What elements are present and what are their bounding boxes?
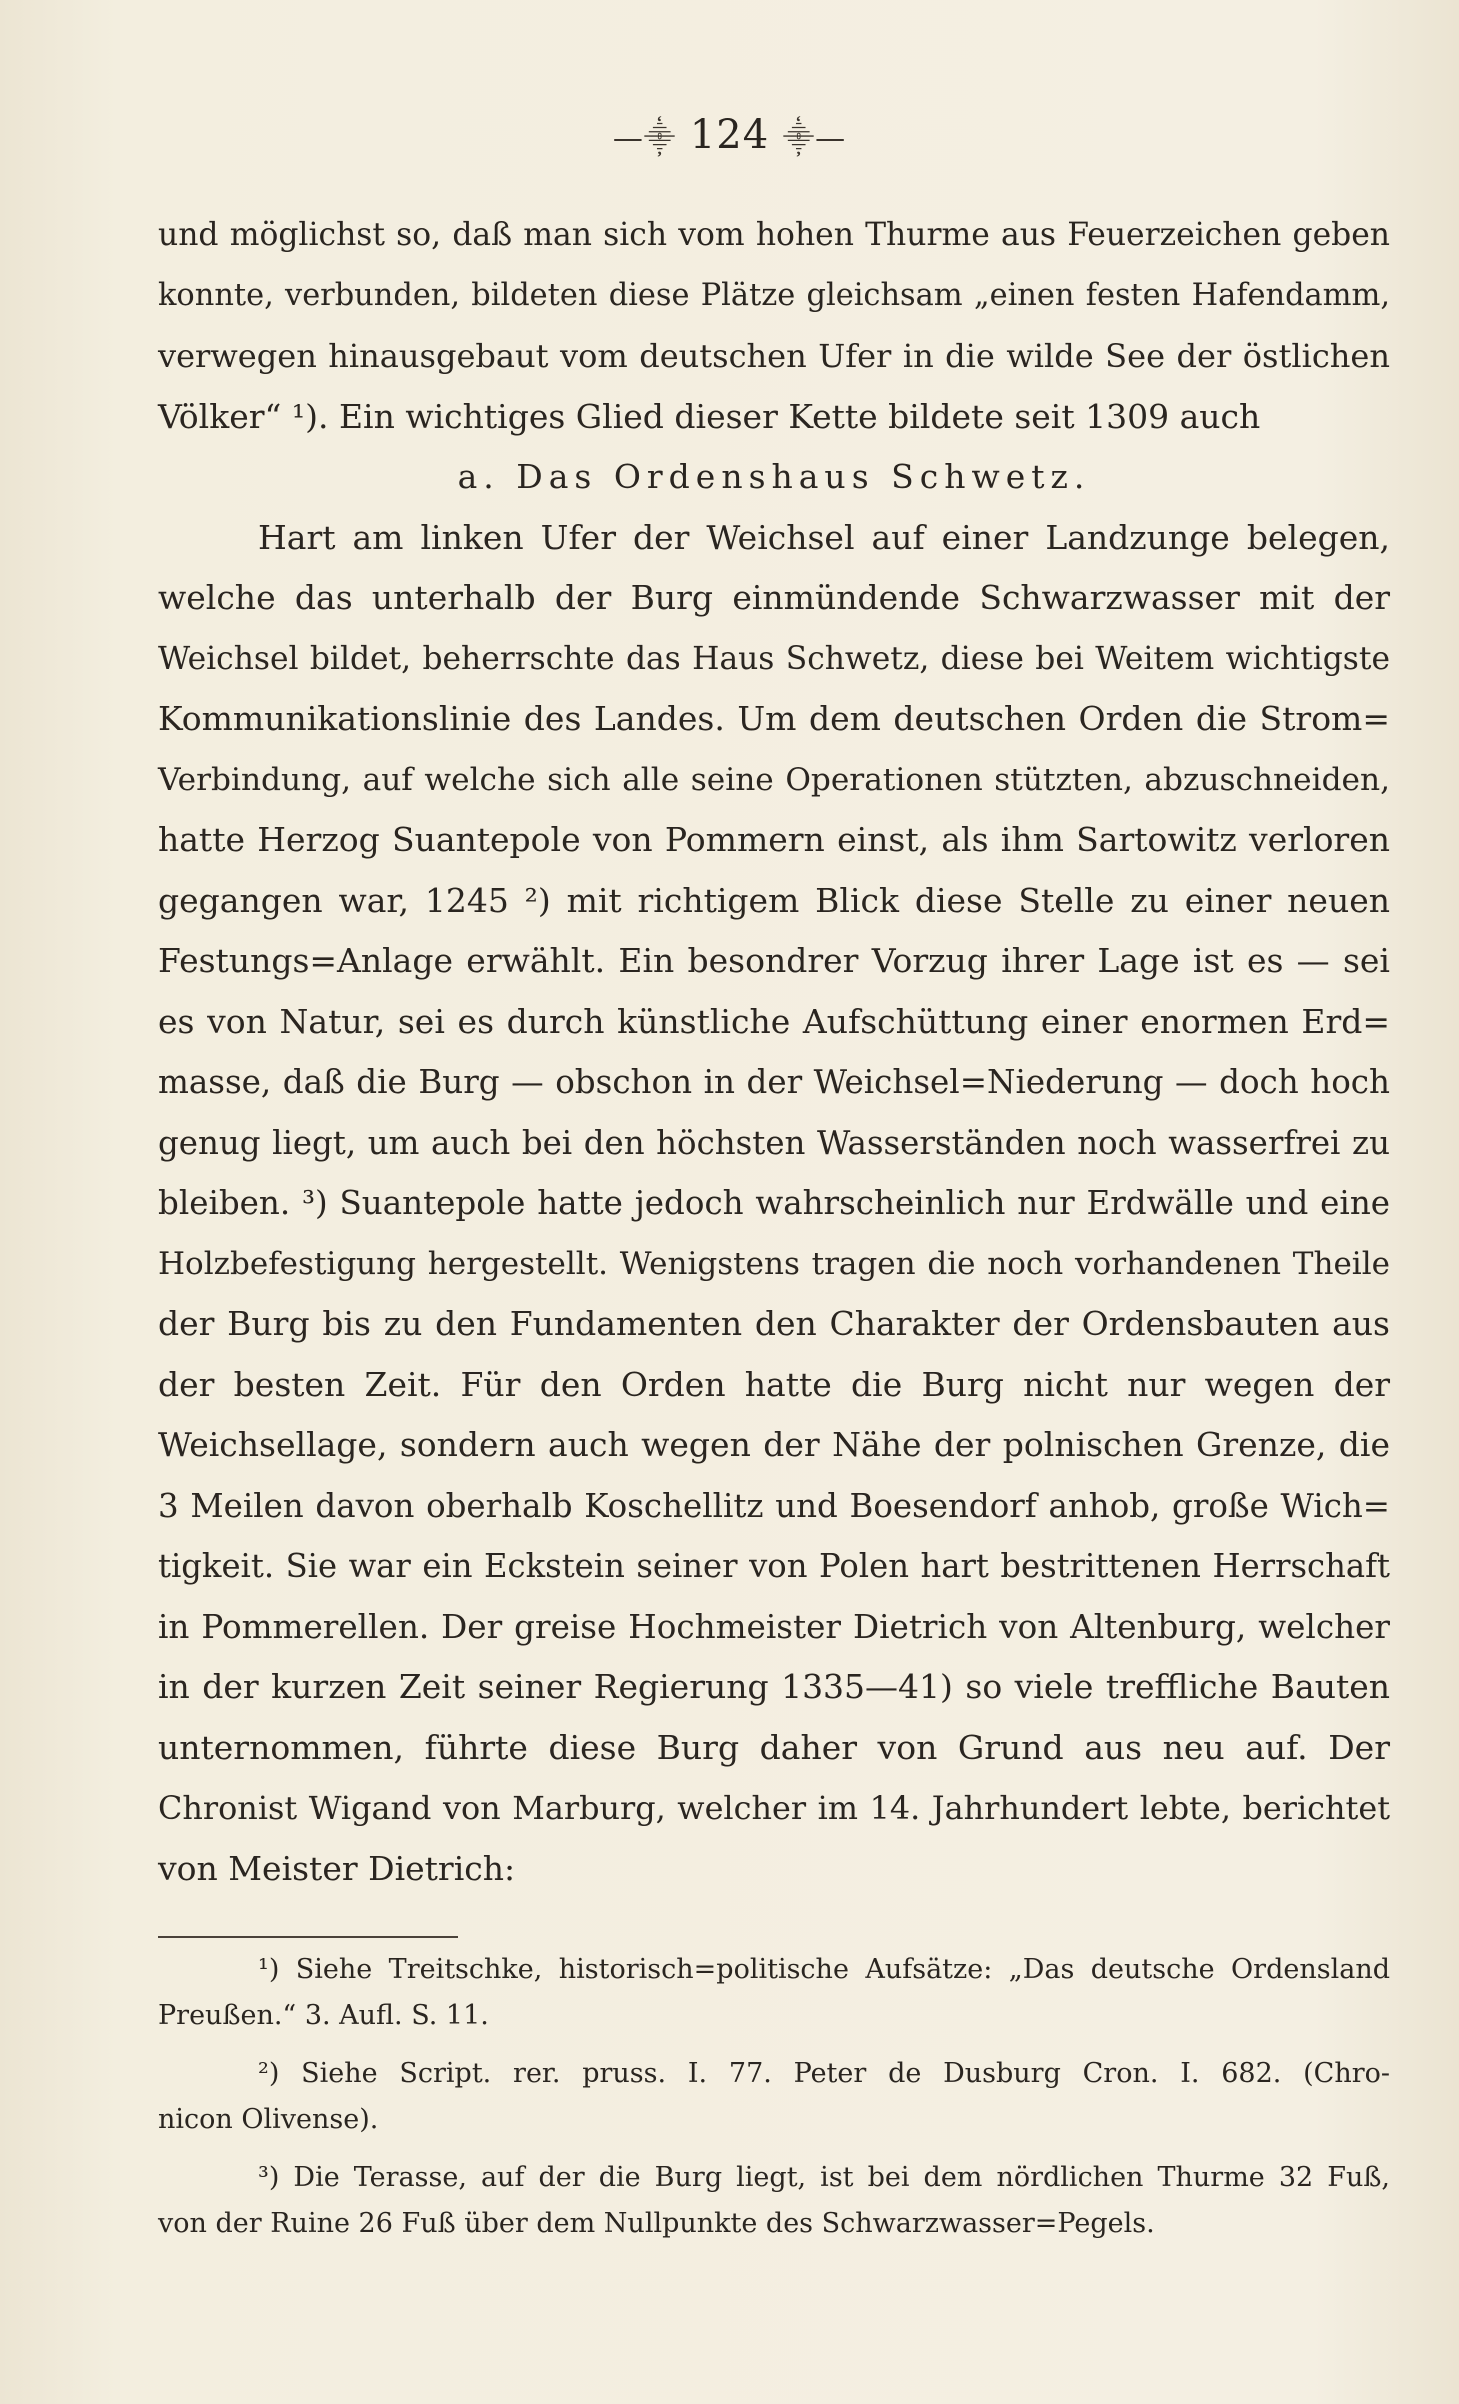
- text-line: und möglichst so, daß man sich vom hohen Thurme aus Feuerzeichen geben: [158, 217, 1390, 253]
- text-line: der Burg bis zu den Fundamenten den Charakter der Ordensbauten aus: [158, 1304, 1390, 1343]
- text-line: Weichsellage, sondern auch wegen der Nähe der polnischen Grenze, die: [158, 1425, 1390, 1464]
- footnote-2-line: ²) Siehe Script. rer. pruss. I. 77. Peter de Dusburg Cron. I. 682. (Chro-: [258, 2058, 1390, 2089]
- body-text: [158, 205, 1390, 1899]
- text-line: verwegen hinausgebaut vom deutschen Ufer in die wilde See der östlichen: [158, 337, 1390, 375]
- page-header: [0, 112, 1459, 158]
- footnote-1-line: Preußen.“ 3. Aufl. S. 11.: [158, 2000, 489, 2031]
- text-line: unternommen, führte diese Burg daher von Grund aus neu auf. Der: [158, 1727, 1390, 1767]
- text-line: genug liegt, um auch bei den höchsten Wasserständen noch wasserfrei zu: [158, 1123, 1390, 1162]
- text-line: Hart am linken Ufer der Weichsel auf einer Landzunge belegen,: [258, 517, 1390, 557]
- footnote-3-line: von der Ruine 26 Fuß über dem Nullpunkte des Schwarzwasser=Pegels.: [158, 2208, 1155, 2239]
- text-line: es von Natur, sei es durch künstliche Aufschüttung einer enormen Erd=: [158, 1001, 1390, 1041]
- text-line: der besten Zeit. Für den Orden hatte die Burg nicht nur wegen der: [158, 1364, 1390, 1404]
- text-line: in Pommerellen. Der greise Hochmeister Dietrich von Altenburg, welcher: [158, 1607, 1390, 1646]
- text-line: von Meister Dietrich:: [158, 1848, 516, 1888]
- text-line: gegangen war, 1245 ²) mit richtigem Blick diese Stelle zu einer neuen: [158, 880, 1390, 920]
- footnote-1-line: ¹) Siehe Treitschke, historisch=politische Aufsätze: „Das deutsche Ordensland: [258, 1954, 1390, 1985]
- text-line: masse, daß die Burg — obschon in der Weichsel=Niederung — doch hoch: [158, 1063, 1390, 1101]
- page-number: 124: [689, 112, 770, 158]
- text-line: in der kurzen Zeit seiner Regierung 1335—41) so viele treffliche Bauten: [158, 1667, 1390, 1706]
- text-line: Chronist Wigand von Marburg, welcher im 14. Jahrhundert lebte, berichtet: [158, 1789, 1390, 1827]
- text-line: konnte, verbunden, bildeten diese Plätze gleichsam „einen festen Hafendamm,: [158, 277, 1390, 313]
- ornament-left: —⸎: [612, 121, 677, 156]
- text-line: welche das unterhalb der Burg einmündende Schwarzwasser mit der: [158, 578, 1390, 617]
- footnote-2-line: nicon Olivense).: [158, 2104, 379, 2135]
- text-line: hatte Herzog Suantepole von Pommern einst, als ihm Sartowitz verloren: [158, 820, 1390, 859]
- text-line: Völker“ ¹). Ein wichtiges Glied dieser Kette bildete seit 1309 auch: [158, 396, 1261, 436]
- text-line: Weichsel bildet, beherrschte das Haus Schwetz, diese bei Weitem wichtigste: [158, 640, 1390, 677]
- text-line: Festungs=Anlage erwählt. Ein besondrer Vorzug ihrer Lage ist es — sei: [158, 941, 1390, 980]
- footnote-divider: [158, 1936, 458, 1938]
- text-line: bleiben. ³) Suantepole hatte jedoch wahrscheinlich nur Erdwälle und eine: [158, 1184, 1390, 1222]
- text-line: Kommunikationslinie des Landes. Um dem deutschen Orden die Strom=: [158, 699, 1390, 738]
- footnotes: [158, 1947, 1390, 2247]
- text-line: Holzbefestigung hergestellt. Wenigstens tragen die noch vorhandenen Theile: [158, 1245, 1390, 1282]
- ornament-right: ⸎—: [782, 121, 847, 156]
- section-heading: a. Das Ordenshaus Schwetz.: [457, 457, 1091, 496]
- footnote-3-line: ³) Die Terasse, auf der die Burg liegt, ist bei dem nördlichen Thurme 32 Fuß,: [258, 2162, 1390, 2193]
- text-line: Verbindung, auf welche sich alle seine Operationen stützten, abzuschneiden,: [158, 761, 1390, 798]
- text-line: tigkeit. Sie war ein Eckstein seiner von Polen hart bestrittenen Herrschaft: [158, 1547, 1390, 1585]
- text-line: 3 Meilen davon oberhalb Koschellitz und Boesendorf anhob, große Wich=: [158, 1486, 1390, 1525]
